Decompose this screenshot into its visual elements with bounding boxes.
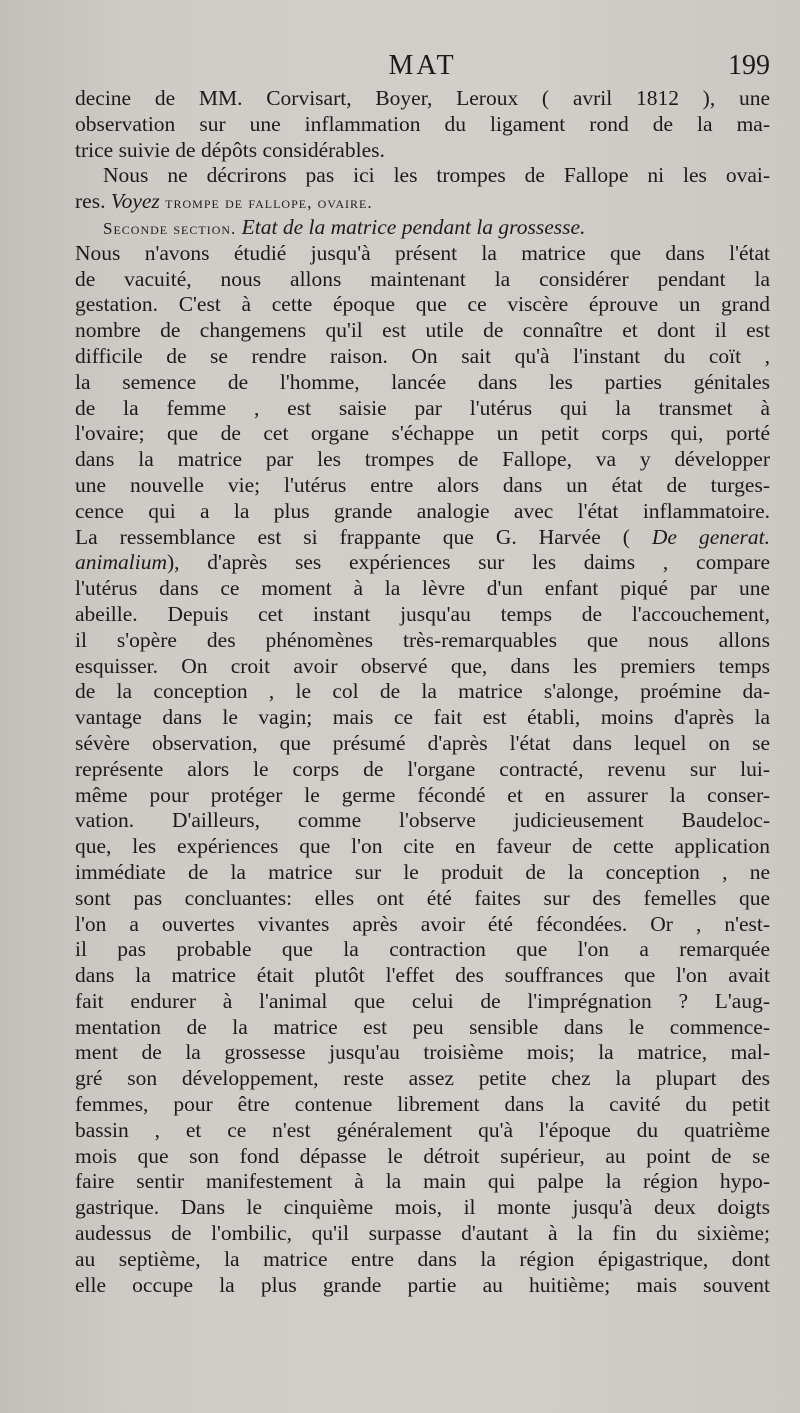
text-line: gastrique. Dans le cinquième mois, il monte jusqu'à deux doigts (75, 1195, 770, 1220)
page-number: 199 (728, 50, 770, 81)
text-line: il pas probable que la contraction que l'on a remarquée (75, 937, 770, 962)
text-line: Nous n'avons étudié jusqu'à présent la matrice que dans l'état (75, 240, 770, 265)
text-line: faire sentir manifestement à la main qui palpe la région hypo- (75, 1169, 770, 1194)
text-line: nombre de changemens qu'il est utile de connaître et dont il est (75, 318, 770, 343)
text-line: fait endurer à l'animal que celui de l'imprégnation ? L'aug- (75, 988, 770, 1013)
body-text (75, 86, 770, 1298)
text-line: abeille. Depuis cet instant jusqu'au temps de l'accouchement, (75, 601, 770, 626)
text-line: trice suivie de dépôts considérables. (75, 137, 385, 162)
text-line: femmes, pour être contenue librement dans la cavité du petit (75, 1092, 770, 1117)
text-line: de vacuité, nous allons maintenant la considérer pendant la (75, 266, 770, 291)
text-line: il s'opère des phénomènes très-remarquables que nous allons (75, 627, 770, 652)
section-title: Etat de la matrice pendant la grossesse. (241, 214, 586, 239)
text-line: audessus de l'ombilic, qu'il surpasse d'autant à la fin du sixième; (75, 1221, 770, 1246)
text-fragment: res. (75, 189, 106, 214)
text-line: une nouvelle vie; l'utérus entre alors dans un état de turges- (75, 472, 770, 497)
text-line: l'on a ouvertes vivantes après avoir été fécondées. Or , n'est- (75, 911, 770, 936)
text-line: l'utérus dans ce moment à la lèvre d'un enfant piqué par une (75, 576, 770, 601)
text-fragment: La ressemblance est si frappante que G. Harvée ( (75, 524, 630, 549)
text-line: sont pas concluantes: elles ont été faites sur des femelles que (75, 885, 770, 910)
text-line: au septième, la matrice entre dans la région épigastrique, dont (75, 1246, 770, 1271)
voyez-reference: Voyez (110, 189, 160, 214)
text-line: de la conception , le col de la matrice s'alonge, proémine da- (75, 679, 770, 704)
text-line: dans la matrice était plutôt l'effet des souffrances que l'on avait (75, 963, 770, 988)
text-line: vation. D'ailleurs, comme l'observe judicieusement Baudeloc- (75, 808, 770, 833)
text-line: gestation. C'est à cette époque que ce viscère éprouve un grand (75, 292, 770, 317)
text-line: de la femme , est saisie par l'utérus qui la transmet à (75, 395, 770, 420)
text-line: dans la matrice par les trompes de Fallope, va y développer (75, 447, 770, 472)
text-line (75, 525, 770, 551)
text-line: ment de la grossesse jusqu'au troisième mois; la matrice, mal- (75, 1040, 770, 1065)
text-line: la semence de l'homme, lancée dans les parties génitales (75, 369, 770, 394)
text-line: Nous ne décrirons pas ici les trompes de Fallope ni les ovai- (103, 163, 770, 188)
running-head: MAT (388, 50, 457, 81)
text-line (75, 189, 770, 215)
text-line: mentation de la matrice est peu sensible dans le commence- (75, 1014, 770, 1039)
section-heading-line (75, 215, 770, 241)
text-line: cence qui a la plus grande analogie avec l'état inflammatoire. (75, 498, 770, 523)
text-fragment: d'après ses expériences sur les daims , compare (207, 550, 770, 575)
text-line: esquisser. On croit avoir observé que, dans les premiers temps (75, 653, 770, 678)
text-line: observation sur une inflammation du ligament rond de la ma- (75, 111, 770, 136)
text-line: decine de MM. Corvisart, Boyer, Leroux ( avril 1812 ), une (75, 86, 770, 110)
text-line: représente alors le corps de l'organe contracté, revenu sur lui- (75, 756, 770, 781)
citation: De generat. (651, 524, 770, 549)
text-line: vantage dans le vagin; mais ce fait est établi, moins d'après la (75, 705, 770, 730)
text-line (75, 550, 770, 576)
section-label: Seconde section. (103, 218, 237, 238)
cross-reference: trompe de fallope, ovaire. (165, 193, 373, 213)
text-line: gré son développement, reste assez petite chez la plupart des (75, 1066, 770, 1091)
text-line: bassin , et ce n'est généralement qu'à l'époque du quatrième (75, 1117, 770, 1142)
page-header (75, 50, 770, 84)
text-line: difficile de se rendre raison. On sait qu'à l'instant du coït , (75, 343, 770, 368)
text-fragment: ), (166, 550, 180, 575)
citation: animalium (75, 550, 167, 575)
text-line: l'ovaire; que de cet organe s'échappe un petit corps qui, porté (75, 421, 770, 446)
text-line: immédiate de la matrice sur le produit de la conception , ne (75, 859, 770, 884)
text-line: que, les expériences que l'on cite en faveur de cette application (75, 834, 770, 859)
text-line: sévère observation, que présumé d'après l'état dans lequel on se (75, 730, 770, 755)
text-line: elle occupe la plus grande partie au huitième; mais souvent (75, 1272, 770, 1297)
text-line: même pour protéger le germe fécondé et en assurer la conser- (75, 782, 770, 807)
text-line: mois que son fond dépasse le détroit supérieur, au point de se (75, 1143, 770, 1168)
